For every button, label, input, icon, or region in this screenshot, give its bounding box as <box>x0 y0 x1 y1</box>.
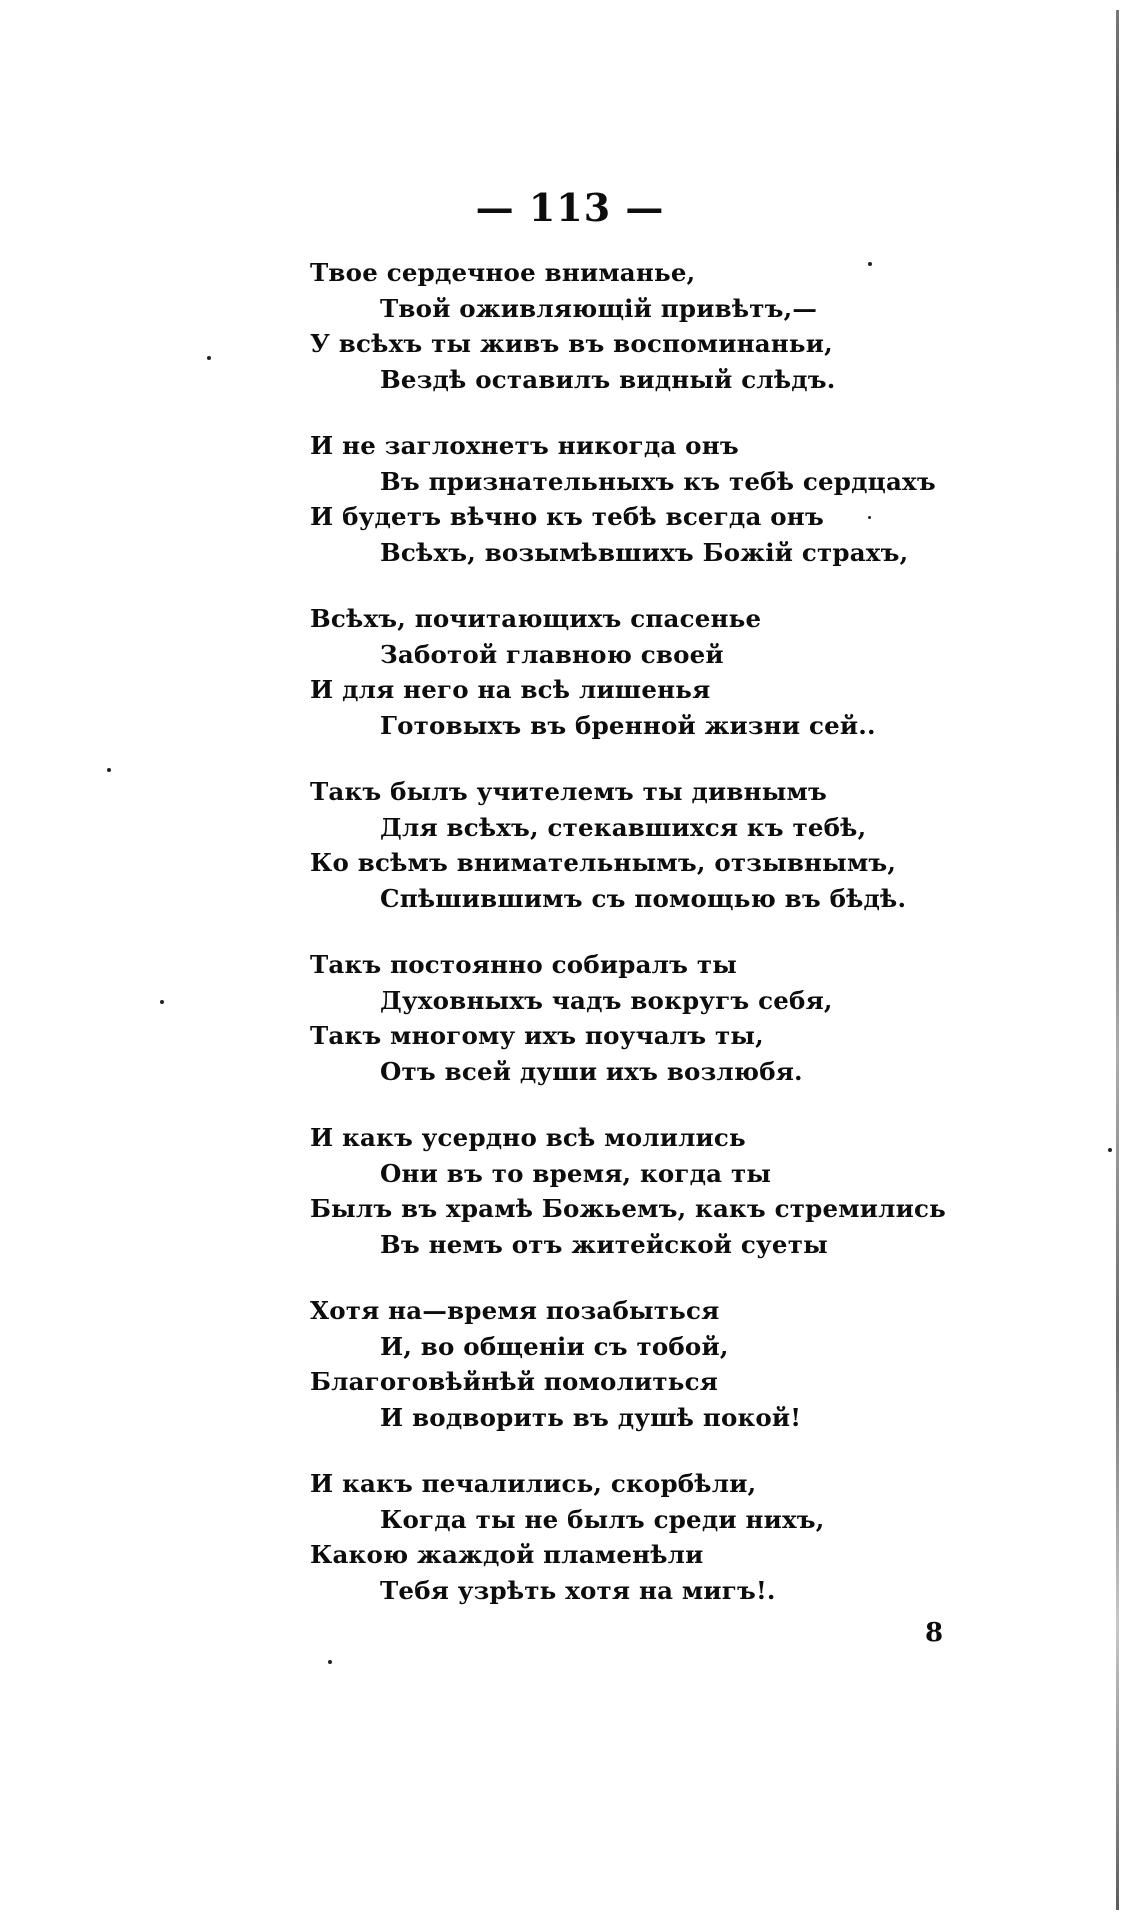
poem-line: Былъ въ храмѣ Божьемъ, какъ стремились <box>310 1194 946 1223</box>
poem-line: И для него на всѣ лишенья <box>310 675 711 704</box>
poem-line: Такъ многому ихъ поучалъ ты, <box>310 1021 764 1050</box>
poem-line: Вездѣ оставилъ видный слѣдъ. <box>380 364 836 394</box>
poem-line: И не заглохнетъ никогда онъ <box>310 431 739 460</box>
poem-line: Духовныхъ чадъ вокругъ себя, <box>380 985 833 1015</box>
poem-line: Готовыхъ въ бренной жизни сей.. <box>380 710 876 740</box>
poem-line: Хотя на—время позабыться <box>310 1296 720 1325</box>
poem <box>310 255 946 1639</box>
poem-line: Всѣхъ, возымѣвшихъ Божій страхъ, <box>380 537 909 567</box>
poem-line: Для всѣхъ, стекавшихся къ тебѣ, <box>380 812 867 842</box>
poem-line: Спѣшившимъ съ помощью въ бѣдѣ. <box>380 883 907 913</box>
poem-line: Такъ былъ учителемъ ты дивнымъ <box>310 777 828 806</box>
stanza <box>310 1120 946 1262</box>
poem-line: И будетъ вѣчно къ тебѣ всегда онъ <box>310 502 824 531</box>
print-speck <box>1108 1148 1112 1152</box>
poem-line: Какою жаждой пламенѣли <box>310 1540 704 1569</box>
stanza <box>310 428 936 570</box>
stanza <box>310 1466 930 1608</box>
stanza <box>310 255 930 397</box>
poem-line: Они въ то время, когда ты <box>380 1158 772 1188</box>
poem-line: Заботой главною своей <box>380 639 724 669</box>
printer-signature-mark: 8 <box>925 1618 944 1648</box>
stanza <box>310 601 930 743</box>
poem-line: У всѣхъ ты живъ въ воспоминаньи, <box>310 329 833 358</box>
poem-line: Ко всѣмъ внимательнымъ, отзывнымъ, <box>310 848 897 877</box>
poem-line: Твой оживляющій привѣтъ,— <box>380 293 818 323</box>
poem-line: Такъ постоянно собиралъ ты <box>310 950 737 979</box>
stanza <box>310 774 930 916</box>
print-speck <box>207 356 211 360</box>
poem-line: Всѣхъ, почитающихъ спасенье <box>310 604 762 633</box>
poem-line: И, во общеніи съ тобой, <box>380 1331 729 1361</box>
poem-line: И водворить въ душѣ покой! <box>380 1402 802 1432</box>
poem-line: Благоговѣйнѣй помолиться <box>310 1367 719 1396</box>
poem-line: Въ немъ отъ житейской суеты <box>380 1229 828 1259</box>
poem-line: Отъ всей души ихъ возлюбя. <box>380 1056 803 1086</box>
stanza <box>310 1293 930 1435</box>
poem-line: И какъ усердно всѣ молились <box>310 1123 746 1152</box>
stanza <box>310 947 930 1089</box>
poem-line: Когда ты не былъ среди нихъ, <box>380 1504 825 1534</box>
poem-line: Тебя узрѣть хотя на мигъ!. <box>380 1575 776 1605</box>
print-speck <box>107 768 111 772</box>
poem-line: И какъ печалились, скорбѣли, <box>310 1469 757 1498</box>
page-edge-line <box>1116 10 1119 1910</box>
print-speck <box>160 1000 164 1004</box>
poem-line: Въ признательныхъ къ тебѣ сердцахъ <box>380 466 936 496</box>
page-number: — 113 — <box>475 185 665 230</box>
poem-line: Твое сердечное вниманье, <box>310 258 696 287</box>
print-speck <box>328 1660 332 1664</box>
